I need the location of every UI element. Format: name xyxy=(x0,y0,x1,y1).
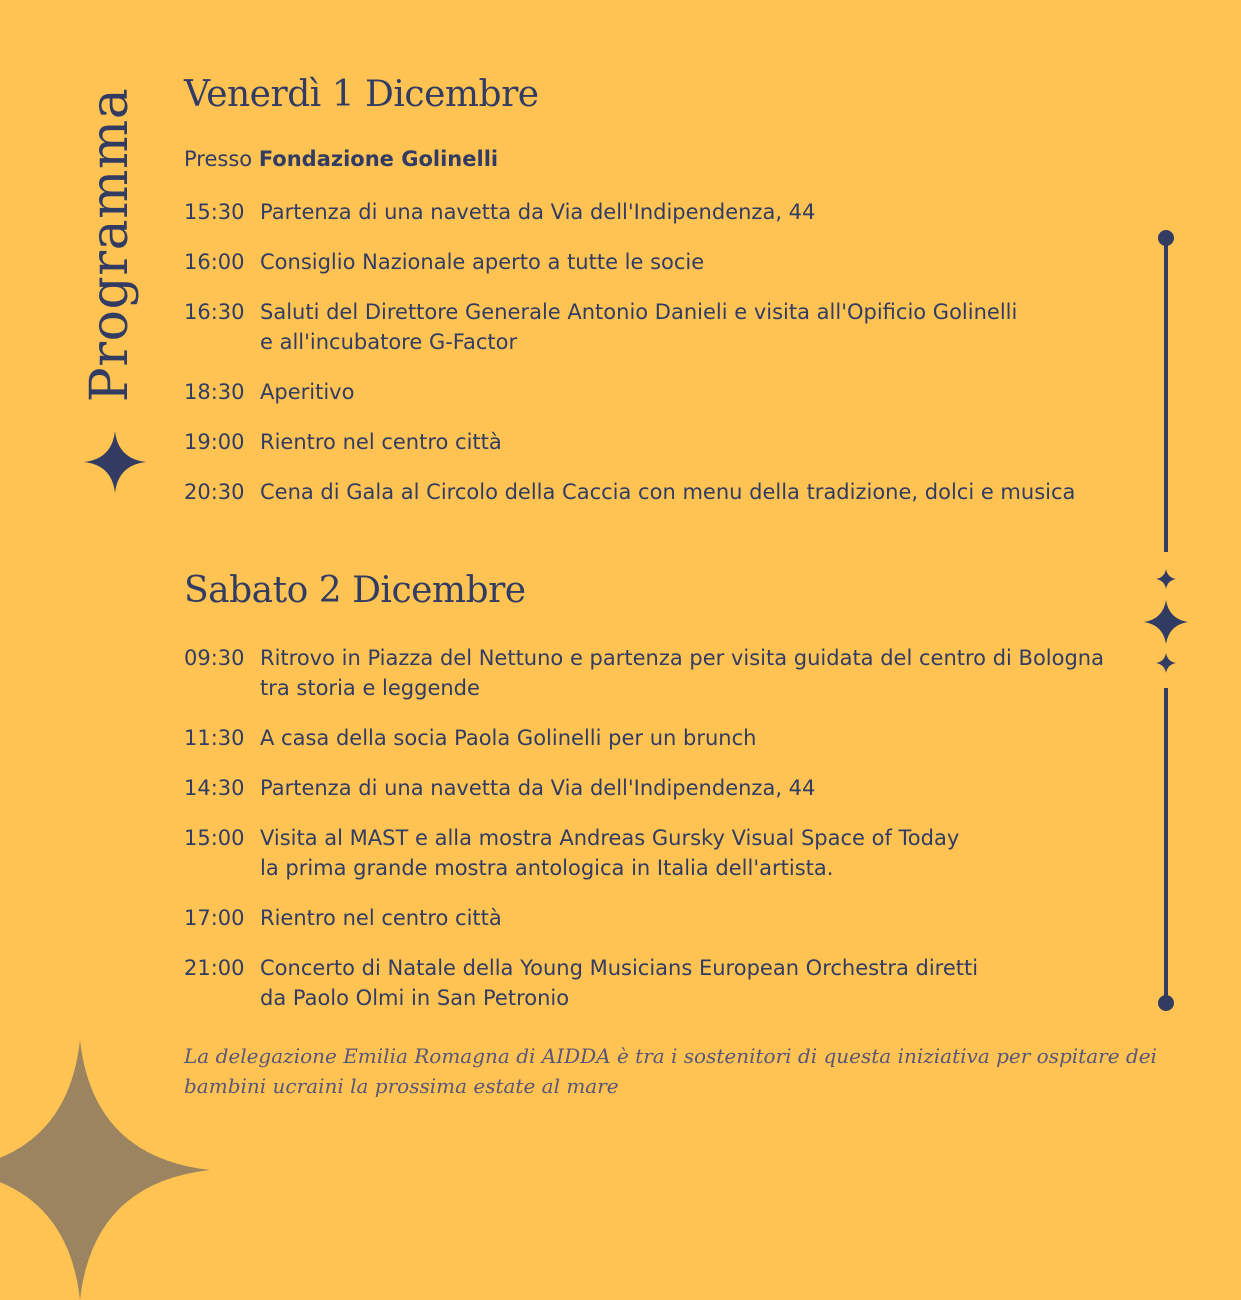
day1-schedule xyxy=(184,197,1144,507)
schedule-item xyxy=(184,247,1144,277)
schedule-item xyxy=(184,643,1144,703)
item-time: 20:30 xyxy=(184,480,245,504)
side-title-text: Programma xyxy=(80,87,140,403)
day2-title: Sabato 2 Dicembre xyxy=(184,570,526,611)
item-text: Ritrovo in Piazza del Nettuno e partenza per visita guidata del centro di Bologna tra storia e leggende xyxy=(260,646,1104,700)
schedule-item xyxy=(184,377,1144,407)
side-title xyxy=(78,80,142,410)
item-text: Partenza di una navetta da Via dell'Indipendenza, 44 xyxy=(260,200,816,224)
day2-schedule xyxy=(184,643,1144,1013)
schedule-item xyxy=(184,823,1144,883)
schedule-item xyxy=(184,773,1144,803)
item-time: 11:30 xyxy=(184,726,245,750)
item-time: 19:00 xyxy=(184,430,245,454)
item-time: 17:00 xyxy=(184,906,245,930)
item-time: 09:30 xyxy=(184,646,245,670)
item-text: Aperitivo xyxy=(260,380,355,404)
item-time: 16:30 xyxy=(184,300,245,324)
venue-name: Fondazione Golinelli xyxy=(258,147,499,171)
item-text: Partenza di una navetta da Via dell'Indipendenza, 44 xyxy=(260,776,816,800)
schedule-item xyxy=(184,723,1144,753)
schedule-item xyxy=(184,953,1144,1013)
item-time: 15:00 xyxy=(184,826,245,850)
item-text: Visita al MAST e alla mostra Andreas Gursky Visual Space of Today la prima grande mostra antologica in Italia dell'artista. xyxy=(260,826,960,880)
schedule-item xyxy=(184,427,1144,457)
item-time: 18:30 xyxy=(184,380,245,404)
schedule-item xyxy=(184,903,1144,933)
item-time: 15:30 xyxy=(184,200,245,224)
item-text: Rientro nel centro città xyxy=(260,430,502,454)
timeline-decoration xyxy=(1140,226,1192,1016)
item-text: Cena di Gala al Circolo della Caccia con menu della tradizione, dolci e musica xyxy=(260,480,1076,504)
schedule-item xyxy=(184,477,1144,507)
schedule-item xyxy=(184,197,1144,227)
schedule-item xyxy=(184,297,1144,357)
item-time: 14:30 xyxy=(184,776,245,800)
venue-prefix: Presso xyxy=(184,147,253,171)
large-sparkle-star-icon xyxy=(0,1040,210,1300)
item-text: A casa della socia Paola Golinelli per un brunch xyxy=(260,726,757,750)
item-text: Rientro nel centro città xyxy=(260,906,502,930)
item-text: Concerto di Natale della Young Musicians European Orchestra diretti da Paolo Olmi in San Petronio xyxy=(260,956,979,1010)
item-text: Saluti del Direttore Generale Antonio Danieli e visita all'Opificio Golinelli e all'incubatore G-Factor xyxy=(260,300,1018,354)
sparkle-star-icon xyxy=(84,431,146,493)
footnote: La delegazione Emilia Romagna di AIDDA è tra i sostenitori di questa iniziativa per ospitare dei bambini ucraini la prossima estate al mare xyxy=(184,1044,1157,1098)
day1-venue xyxy=(184,147,498,171)
day1-title: Venerdì 1 Dicembre xyxy=(184,74,539,115)
item-text: Consiglio Nazionale aperto a tutte le socie xyxy=(260,250,705,274)
item-time: 21:00 xyxy=(184,956,245,980)
item-time: 16:00 xyxy=(184,250,245,274)
